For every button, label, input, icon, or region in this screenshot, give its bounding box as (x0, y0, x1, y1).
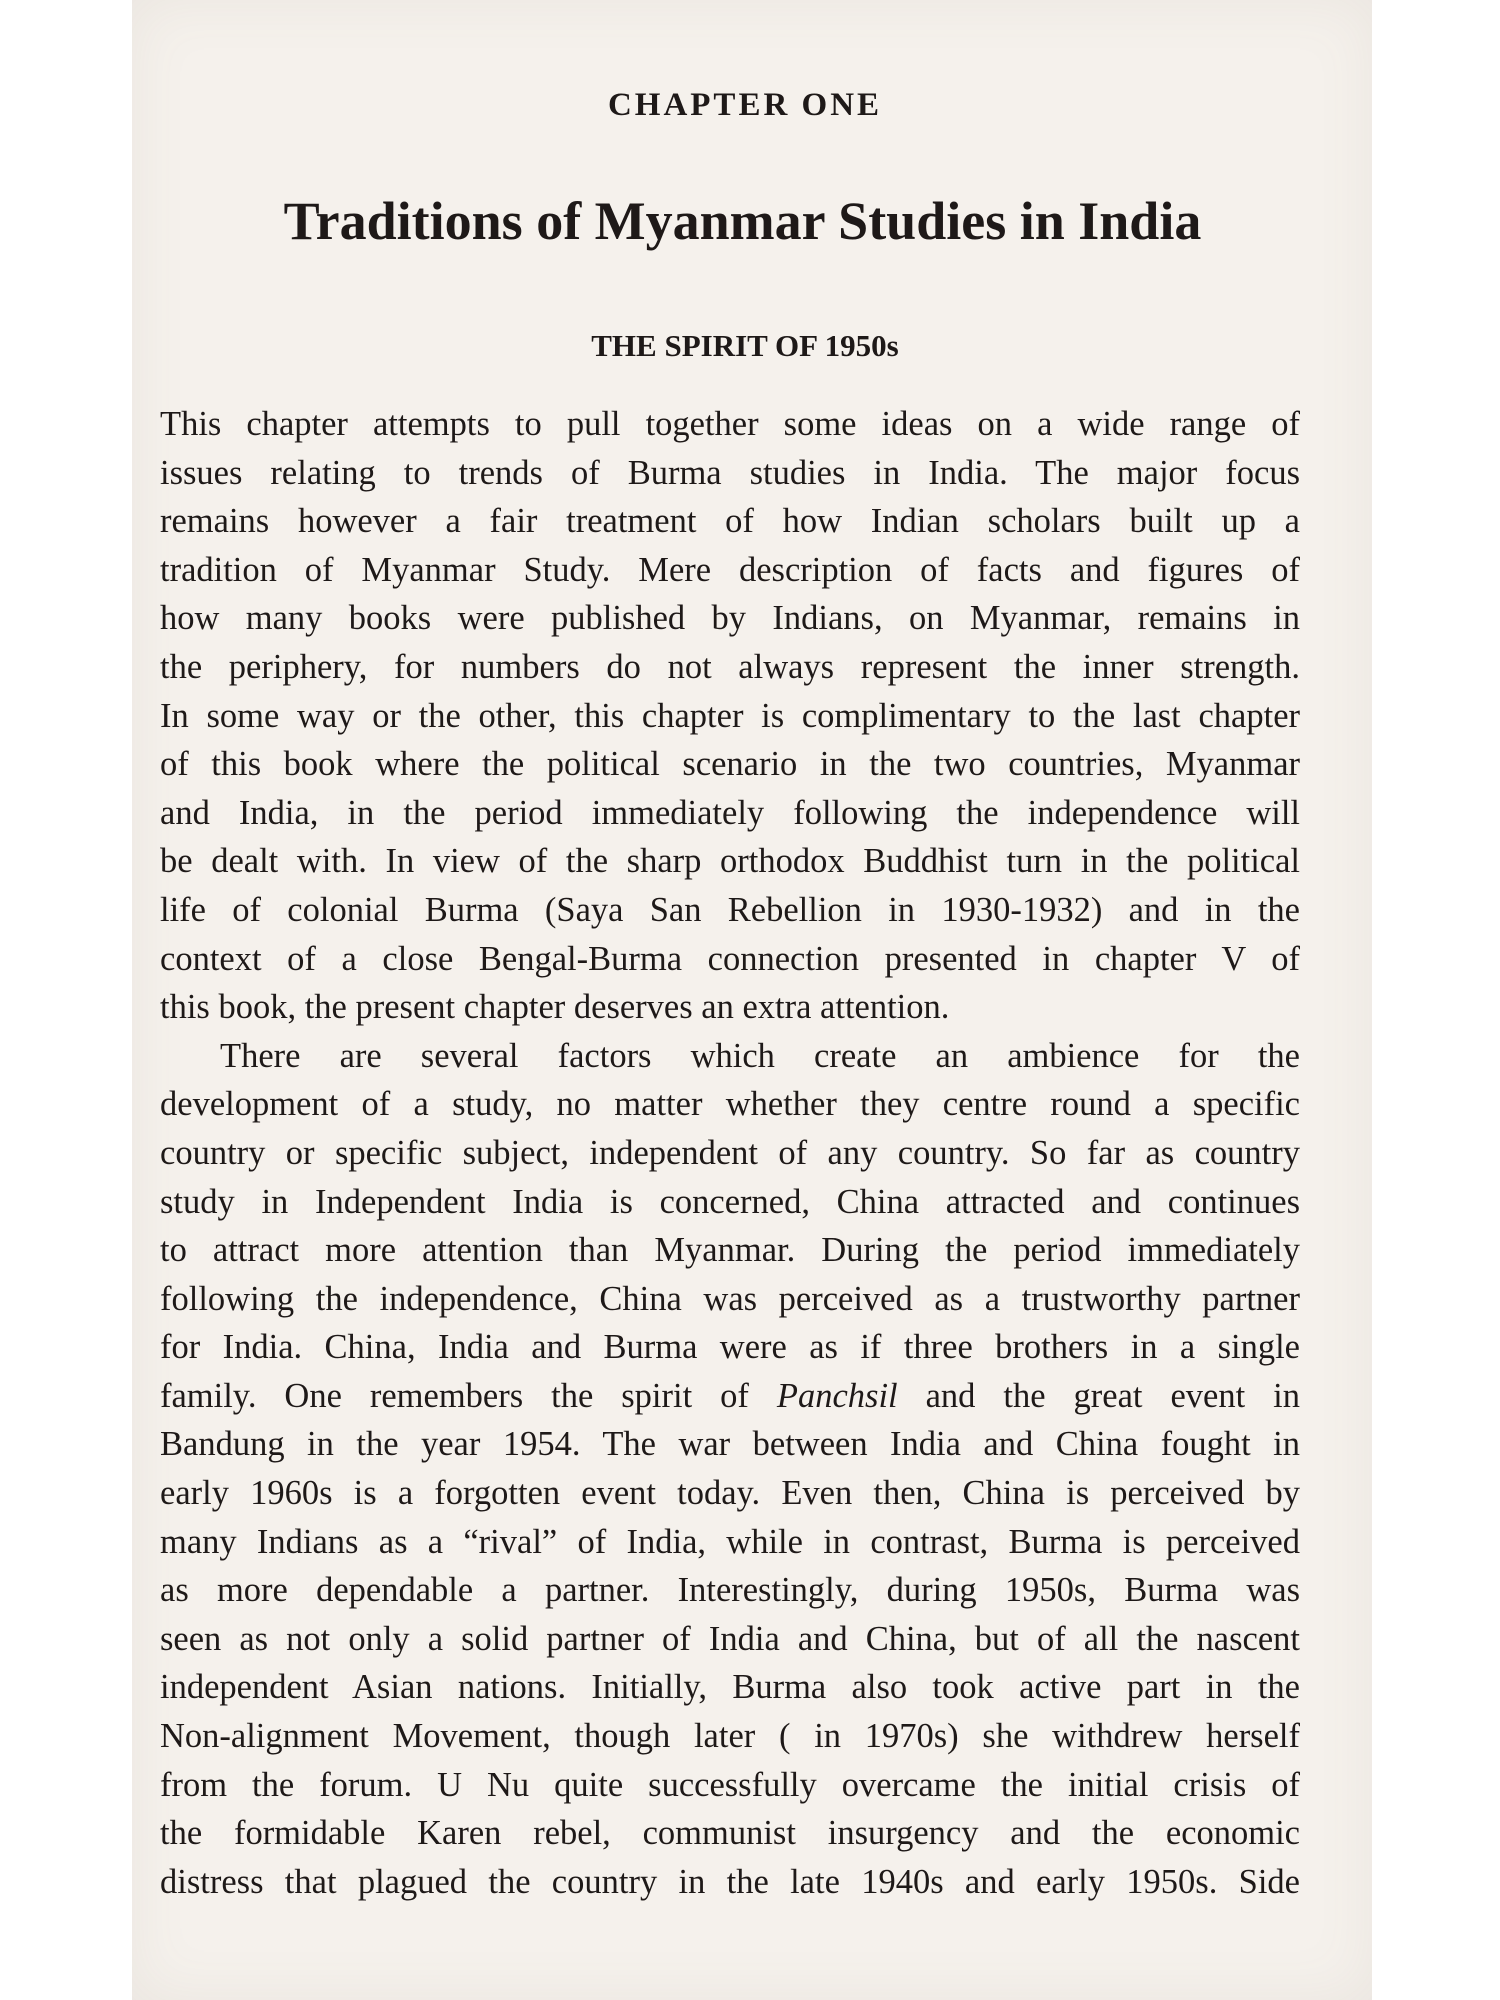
text-line: independent Asian nations. Initially, Burma also took active part in the (160, 1668, 1300, 1707)
text-line-panchsil (160, 1372, 1300, 1421)
text-line: to attract more attention than Myanmar. During the period immediately (160, 1231, 1300, 1270)
text-line: In some way or the other, this chapter is complimentary to the last chapter (160, 696, 1300, 735)
text-line: study in Independent India is concerned, China attracted and continues (160, 1182, 1300, 1221)
italic-term-panchsil: Panchsil (776, 1376, 898, 1415)
text-line: this book, the present chapter deserves an extra attention. (160, 988, 950, 1027)
text-line: development of a study, no matter whether they centre round a specific (160, 1085, 1300, 1124)
text-line: issues relating to trends of Burma studies in India. The major focus (160, 453, 1300, 492)
text-line: following the independence, China was perceived as a trustworthy partner (160, 1279, 1300, 1318)
text-line: and India, in the period immediately following the independence will (160, 793, 1300, 832)
chapter-label: CHAPTER ONE (607, 87, 883, 123)
text-line: the periphery, for numbers do not always represent the inner strength. (160, 647, 1300, 686)
page-content (160, 80, 1300, 1906)
text-line: many Indians as a “rival” of India, while in contrast, Burma is perceived (160, 1522, 1300, 1561)
text-line: of this book where the political scenario in the two countries, Myanmar (160, 745, 1300, 784)
body-text (160, 400, 1300, 1906)
text-line: seen as not only a solid partner of India and China, but of all the nascent (160, 1619, 1300, 1658)
text-fragment: family. One remembers the spirit of (160, 1376, 777, 1415)
text-line: for India. China, India and Burma were as if three brothers in a single (160, 1328, 1300, 1367)
text-fragment: and the great event in (897, 1376, 1300, 1415)
text-line: be dealt with. In view of the sharp orthodox Buddhist turn in the political (160, 842, 1300, 881)
text-line: Bandung in the year 1954. The war between India and China fought in (160, 1425, 1300, 1464)
text-line: country or specific subject, independent of any country. So far as country (160, 1133, 1300, 1172)
text-line: remains however a fair treatment of how Indian scholars built up a (160, 502, 1300, 541)
text-line: from the forum. U Nu quite successfully overcame the initial crisis of (160, 1765, 1300, 1804)
text-line: There are several factors which create an ambience for the (220, 1036, 1300, 1075)
section-heading: THE SPIRIT OF 1950s (591, 328, 899, 363)
text-line: tradition of Myanmar Study. Mere description of facts and figures of (160, 550, 1300, 589)
text-line: Non-alignment Movement, though later ( in 1970s) she withdrew herself (160, 1717, 1300, 1756)
chapter-title: Traditions of Myanmar Studies in India (283, 191, 1202, 251)
text-line: This chapter attempts to pull together some ideas on a wide range of (160, 405, 1300, 443)
text-line: how many books were published by Indians, on Myanmar, remains in (160, 599, 1300, 638)
text-line: early 1960s is a forgotten event today. Even then, China is perceived by (160, 1474, 1300, 1513)
text-line: context of a close Bengal-Burma connection presented in chapter V of (160, 939, 1300, 978)
text-line: the formidable Karen rebel, communist insurgency and the economic (160, 1814, 1300, 1853)
text-line: as more dependable a partner. Interestingly, during 1950s, Burma was (160, 1571, 1300, 1610)
text-line: life of colonial Burma (Saya San Rebellion in 1930-1932) and in the (160, 890, 1300, 929)
paragraph-2 (160, 1032, 1300, 1907)
text-line: distress that plagued the country in the late 1940s and early 1950s. Side (160, 1862, 1300, 1901)
paragraph-1 (160, 400, 1300, 1032)
